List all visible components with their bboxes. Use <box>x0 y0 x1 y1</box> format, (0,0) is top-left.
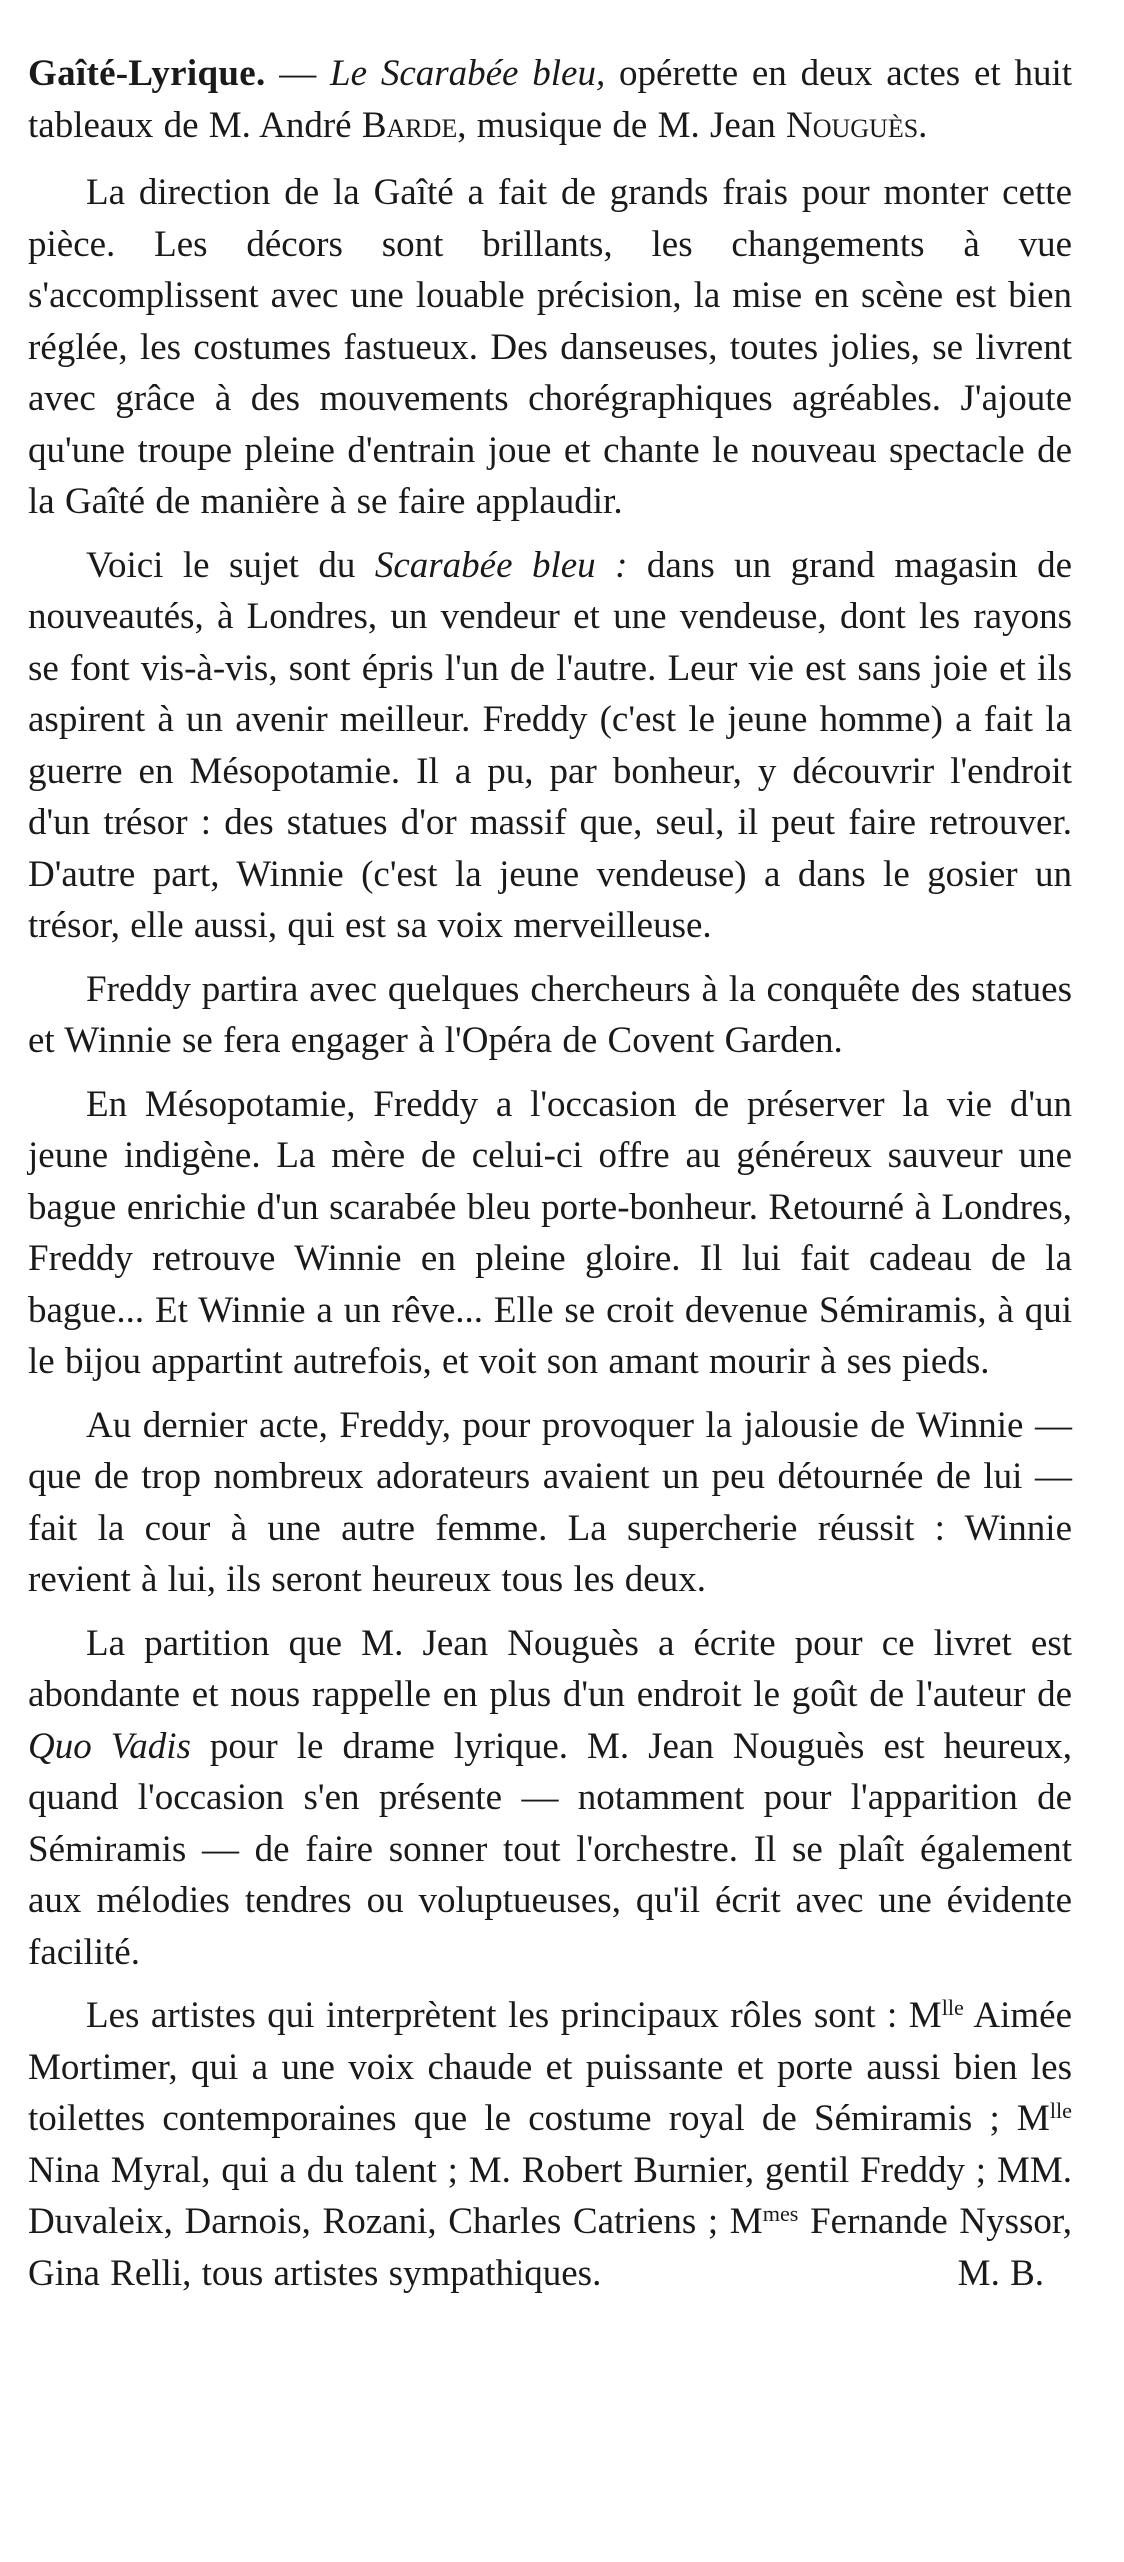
cast-text-b: Aimée Mortimer, qui a une voix chaude et puissante et porte aussi bien les toilettes contemporaines que le costume royal de Sémiramis ; M <box>28 1995 1072 2139</box>
work-title: Le Scarabée bleu, <box>330 53 606 94</box>
heading-text-b: , musique de M. Jean <box>457 104 786 146</box>
paragraph-last-act: Au dernier acte, Freddy, pour provoquer la jalousie de Winnie — que de trop nombreux adorateurs avaient un peu détournée de lui — fait la cour à une autre femme. La supercherie réussit : Winnie revient à lui, ils seront heureux tous les deux. <box>28 1404 1072 1600</box>
cast-text-a: Les artistes qui interprètent les principaux rôles sont : M <box>86 1995 942 2036</box>
plot-text-a: Voici le sujet du <box>86 544 375 586</box>
paragraph-score <box>28 1618 1072 1979</box>
cast-title-sup-3: mes <box>762 2200 799 2226</box>
cast-text-d: Fernande Nyssor, Gina Relli, tous artistes sympathiques. <box>28 2201 1072 2294</box>
cast-title-sup-2: lle <box>1049 2097 1072 2123</box>
cast-text-c: Nina Myral, qui a du talent ; M. Robert Burnier, gentil Freddy ; MM. Duvaleix, Darnois, Rozani, Charles Catriens ; M <box>28 2149 1072 2242</box>
paragraph-production: La direction de la Gaîté a fait de grands frais pour monter cette pièce. Les décors sont brillants, les changements à vue s'accomplissent avec une louable précision, la mise en scène est bien réglée, les costumes fastueux. Des danseuses, toutes jolies, se livrent avec grâce à des mouvements chorégraphiques agréables. J'ajoute qu'une troupe pleine d'entrain joue et chante le nouveau spectacle de la Gaîté de manière à se faire applaudir. <box>28 172 1072 522</box>
composer-name: Nouguès <box>786 104 919 146</box>
heading-text-c: . <box>918 104 928 146</box>
heading-dash: — <box>265 53 331 94</box>
score-reference-title: Quo Vadis <box>28 1725 191 1767</box>
venue-name: Gaîté-Lyrique. <box>28 53 266 94</box>
heading-text-a: opérette en deux actes et huit tableaux de M. André <box>28 53 1073 146</box>
score-text-b: pour le drame lyrique. M. Jean Nouguès est heureux, quand l'occasion s'en présente — notamment pour l'apparition de Sémiramis — de faire sonner tout l'orchestre. Il se plaît également aux mélodies tendres ou voluptueuses, qu'il écrit avec une évidente facilité. <box>28 1725 1072 1973</box>
librettist-name: Barde <box>361 104 458 146</box>
paragraph-mesopotamia: En Mésopotamie, Freddy a l'occasion de préserver la vie d'un jeune indigène. La mère de celui-ci offre au généreux sauveur une bague enrichie d'un scarabée bleu porte-bonheur. Retourné à Londres, Freddy retrouve Winnie en pleine gloire. Il lui fait cadeau de la bague... Et Winnie a un rêve... Elle se croit devenue Sémiramis, à qui le bijou appartint autrefois, et voit son amant mourir à ses pieds. <box>28 1083 1072 1382</box>
review-heading <box>28 48 1072 151</box>
author-signature: M. B. <box>957 2252 1044 2294</box>
review-article <box>28 48 1072 2299</box>
paragraph-cast <box>28 1990 1072 2299</box>
paragraph-quest: Freddy partira avec quelques chercheurs à la conquête des statues et Winnie se fera engager à l'Opéra de Covent Garden. <box>28 968 1072 1061</box>
plot-text-b: dans un grand magasin de nouveautés, à Londres, un vendeur et une vendeuse, dont les rayons se font vis-à-vis, sont épris l'un de l'autre. Leur vie est sans joie et ils aspirent à un avenir meilleur. Freddy (c'est le jeune homme) a fait la guerre en Mésopotamie. Il a pu, par bonheur, y découvrir l'endroit d'un trésor : des statues d'or massif que, seul, il peut faire retrouver. D'autre part, Winnie (c'est la jeune vendeuse) a dans le gosier un trésor, elle aussi, qui est sa voix merveilleuse. <box>28 544 1072 946</box>
cast-title-sup-1: lle <box>941 1994 964 2020</box>
score-text-a: La partition que M. Jean Nouguès a écrite pour ce livret est abondante et nous rappelle en plus d'un endroit le goût de l'auteur de <box>28 1622 1072 1715</box>
plot-work-title: Scarabée bleu : <box>374 544 628 586</box>
paragraph-plot <box>28 540 1072 952</box>
